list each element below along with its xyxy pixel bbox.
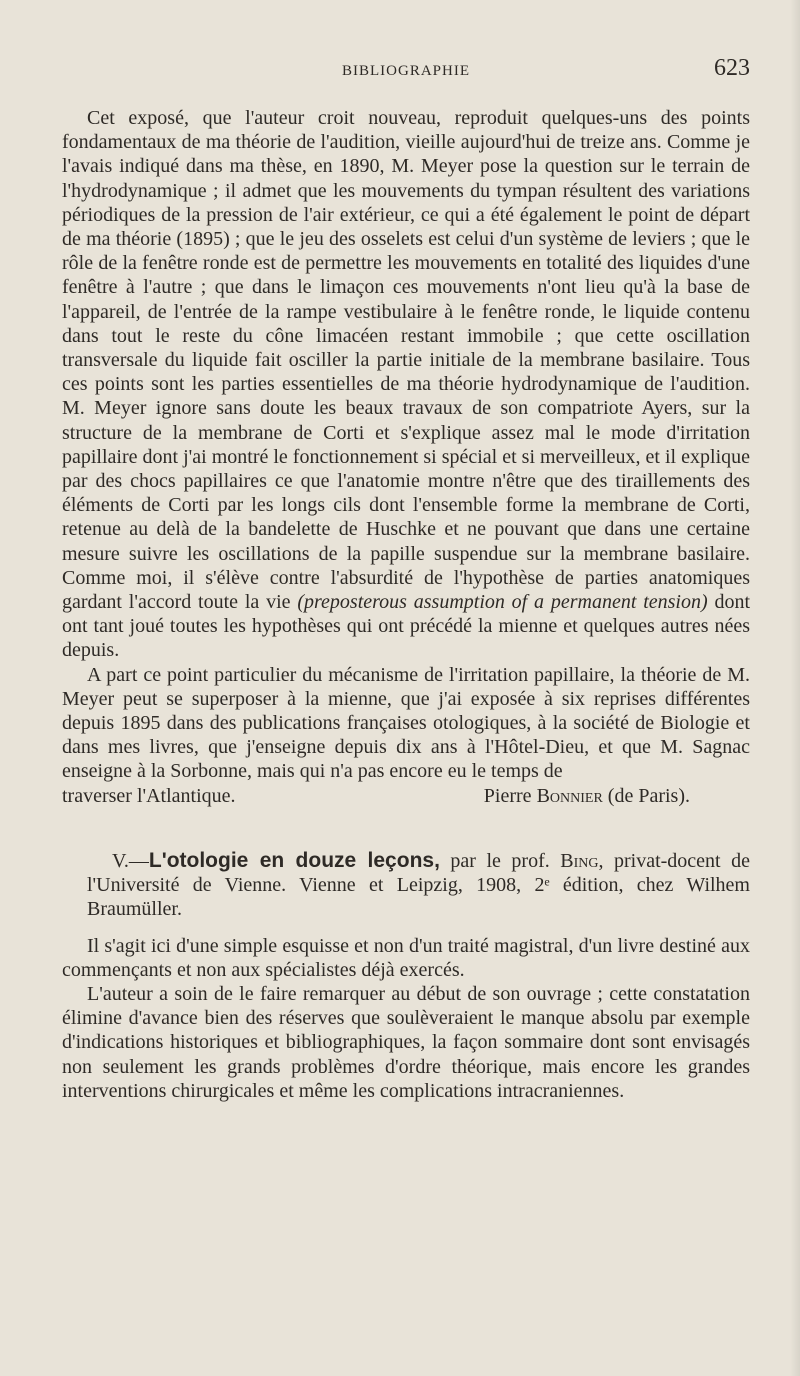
entry-citation: , privat-docent de l'Université de Vienne. Vienne et Leipzig, 1908, 2ᵉ édition, chez Wilhem Braumüller. [87,849,750,921]
page-number: 623 [714,55,750,81]
entry-title: L'otologie en douze leçons, [148,848,440,872]
review-paragraph-1-end: dont ont tant joué toutes les hypothèses qui ont précédé la mienne et quelques autres nées depuis. [62,591,751,662]
page-body [62,106,750,1103]
bibliography-entry [62,849,750,1103]
signature [484,784,690,808]
review-paragraph-2: A part ce point particulier du mécanisme de l'irritation papillaire, la théorie de M. Meyer peut se superposer à la mienne, que j'ai exposée à six reprises différentes depuis 1895 dans des publications françaises otologiques, à la société de Biologie et dans mes livres, que j'enseigne depuis dix ans à l'Hôtel-Dieu, et que M. Sagnac enseigne à la Sorbonne, mais qui n'a pas encore eu le temps de [62,663,750,783]
closing-text: traverser l'Atlantique. [62,784,236,807]
entry-body [62,934,750,1103]
signature-surname: Bonnier [536,784,603,807]
running-title: BIBLIOGRAPHIE [342,63,470,79]
signature-line [62,784,750,808]
entry-paragraph-2: L'auteur a soin de le faire remarquer au début de son ouvrage ; cette constatation élimine d'avance bien des réserves que soulèveraient le manque absolu par exemple d'indications historiques et bibliographiques, la façon sommaire dont sont envisagés non seulement les grands problèmes d'ordre théorique, mais encore les grandes interventions chirurgicales et même les complications intracraniennes. [62,982,750,1102]
entry-citation-pre: par le prof. [439,849,561,872]
entry-author: Bing [560,849,599,872]
signature-first-name: Pierre [483,784,537,807]
signature-city: (de Paris). [602,784,690,807]
running-head [62,55,750,89]
review-paragraph-1-text: Cet exposé, que l'auteur croit nouveau, reproduit quelques-uns des points fondamentaux de ma théorie de l'audition, vieille aujourd'hui de treize ans. Comme je l'avais indiqué dans ma thèse, en 1890, M. Meyer pose la question sur le terrain de l'hydrodynamique ; il admet que les mouvements du tympan résultent des variations périodiques de la pression de l'air extérieur, ce qui a été également le point de départ de ma théorie (1895) ; que le jeu des osselets est celui d'un système de leviers ; que le rôle de la fenêtre ronde est de permettre les mouvements en totalité des liquides d'une fenêtre à l'autre ; que dans le limaçon ces mouvements n'ont lieu qu'à la base de l'appareil, de l'entrée de la rampe vestibulaire à le fenêtre ronde, le liquide contenu dans tout le reste du cône limacéen restant immobile ; que cette oscillation transversale du liquide fait osciller la partie initiale de la membrane basilaire. Tous ces points sont les parties essentielles de ma théorie hydrodynamique de l'audition. M. Meyer ignore sans doute les beaux travaux de son compatriote Ayers, sur la structure de la membrane de Corti et s'explique assez mal le mode d'irritation papillaire dont j'ai montré le fonctionnement si spécial et si merveilleux, et il explique par des chocs papillaires ce que l'anatomie montre n'être que des tiraillements des éléments de Corti par les longs cils dont l'ensemble forme la membrane de Corti, retenue au delà de la bandelette de Huschke et ne pouvant que dans une certaine mesure suivre les oscillations de la papille suspendue sur la membrane basilaire. Comme moi, il s'élève contre l'absurdité de l'hypothèse de parties anatomiques gardant l'accord toute la vie [62,107,750,614]
entry-number: V.— [112,849,149,872]
entry-paragraph-1: Il s'agit ici d'une simple esquisse et non d'un traité magistral, d'un livre destiné aux commençants et non aux spécialistes déjà exercés. [62,934,750,981]
entry-heading [62,849,750,922]
quoted-english-phrase: (preposterous assumption of a permanent tension) [297,591,708,614]
review-paragraph-1 [62,106,750,663]
